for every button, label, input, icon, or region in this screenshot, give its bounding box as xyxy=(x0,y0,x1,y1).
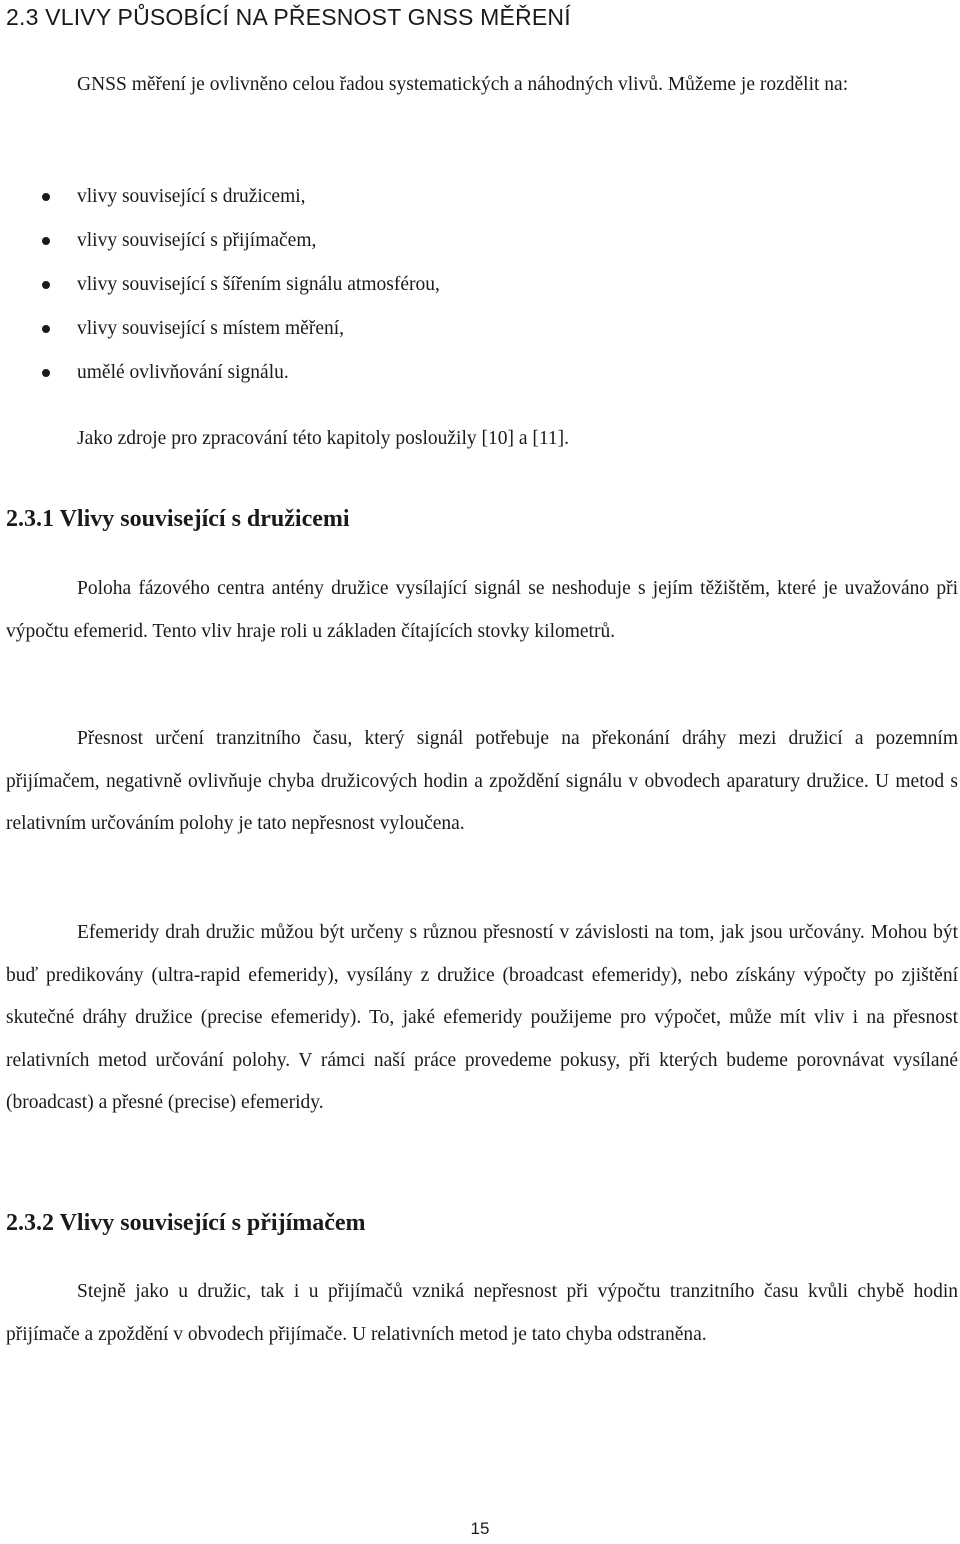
page-number: 15 xyxy=(470,1519,490,1538)
list-item-text: vlivy související s místem měření, xyxy=(77,318,345,339)
list-item xyxy=(6,175,440,219)
list-item-text: umělé ovlivňování signálu. xyxy=(77,362,289,383)
list-item-text: vlivy související s družicemi, xyxy=(77,186,306,207)
intro-paragraph: GNSS měření je ovlivněno celou řadou systematických a náhodných vlivů. Můžeme je rozdělit na: xyxy=(77,74,849,95)
bullet-icon xyxy=(42,193,50,201)
bullet-list xyxy=(6,175,440,395)
list-item-text: vlivy související s přijímačem, xyxy=(77,230,317,251)
section-heading-receiver: 2.3.2 Vlivy související s přijímačem xyxy=(6,1210,366,1236)
list-item xyxy=(6,351,440,395)
paragraph-ephemerides: Efemeridy drah družic můžou být určeny s různou přesností v závislosti na tom, jak jsou určovány. Mohou být buď predikovány (ultra-rapid efemeridy), vysílány z družice (broadcast efemeridy), nebo získány výpočty po zjištění skutečné dráhy družice (precise efemeridy). To, jaké efemeridy použijeme pro výpočet, může mít vliv i na přesnost relativních metod určování polohy. V rámci naší práce provedeme pokusy, při kterých budeme porovnávat vysílané (broadcast) a přesné (precise) efemeridy. xyxy=(6,922,958,1113)
list-item-text: vlivy související s šířením signálu atmosférou, xyxy=(77,274,440,295)
list-item xyxy=(6,307,440,351)
section-heading-satellites: 2.3.1 Vlivy související s družicemi xyxy=(6,506,350,532)
bullet-icon xyxy=(42,281,50,289)
bullet-icon xyxy=(42,369,50,377)
sources-paragraph: Jako zdroje pro zpracování této kapitoly posloužily [10] a [11]. xyxy=(77,428,570,449)
paragraph-phase-center: Poloha fázového centra antény družice vysílající signál se neshoduje s jejím těžištěm, které je uvažováno při výpočtu efemerid. Tento vliv hraje roli u základen čítajících stovky kilometrů. xyxy=(6,578,958,642)
chapter-heading: 2.3 VLIVY PŮSOBÍCÍ NA PŘESNOST GNSS MĚŘENÍ xyxy=(6,4,571,30)
list-item xyxy=(6,219,440,263)
paragraph-transit-time: Přesnost určení tranzitního času, který signál potřebuje na překonání dráhy mezi družicí a pozemním přijímačem, negativně ovlivňuje chyba družicových hodin a zpoždění signálu v obvodech aparatury družice. U metod s relativním určováním polohy je tato nepřesnost vyloučena. xyxy=(6,728,958,834)
list-item xyxy=(6,263,440,307)
bullet-icon xyxy=(42,237,50,245)
paragraph-receiver: Stejně jako u družic, tak i u přijímačů vzniká nepřesnost při výpočtu tranzitního času kvůli chybě hodin přijímače a zpoždění v obvodech přijímače. U relativních metod je tato chyba odstraněna. xyxy=(6,1281,958,1345)
bullet-icon xyxy=(42,325,50,333)
